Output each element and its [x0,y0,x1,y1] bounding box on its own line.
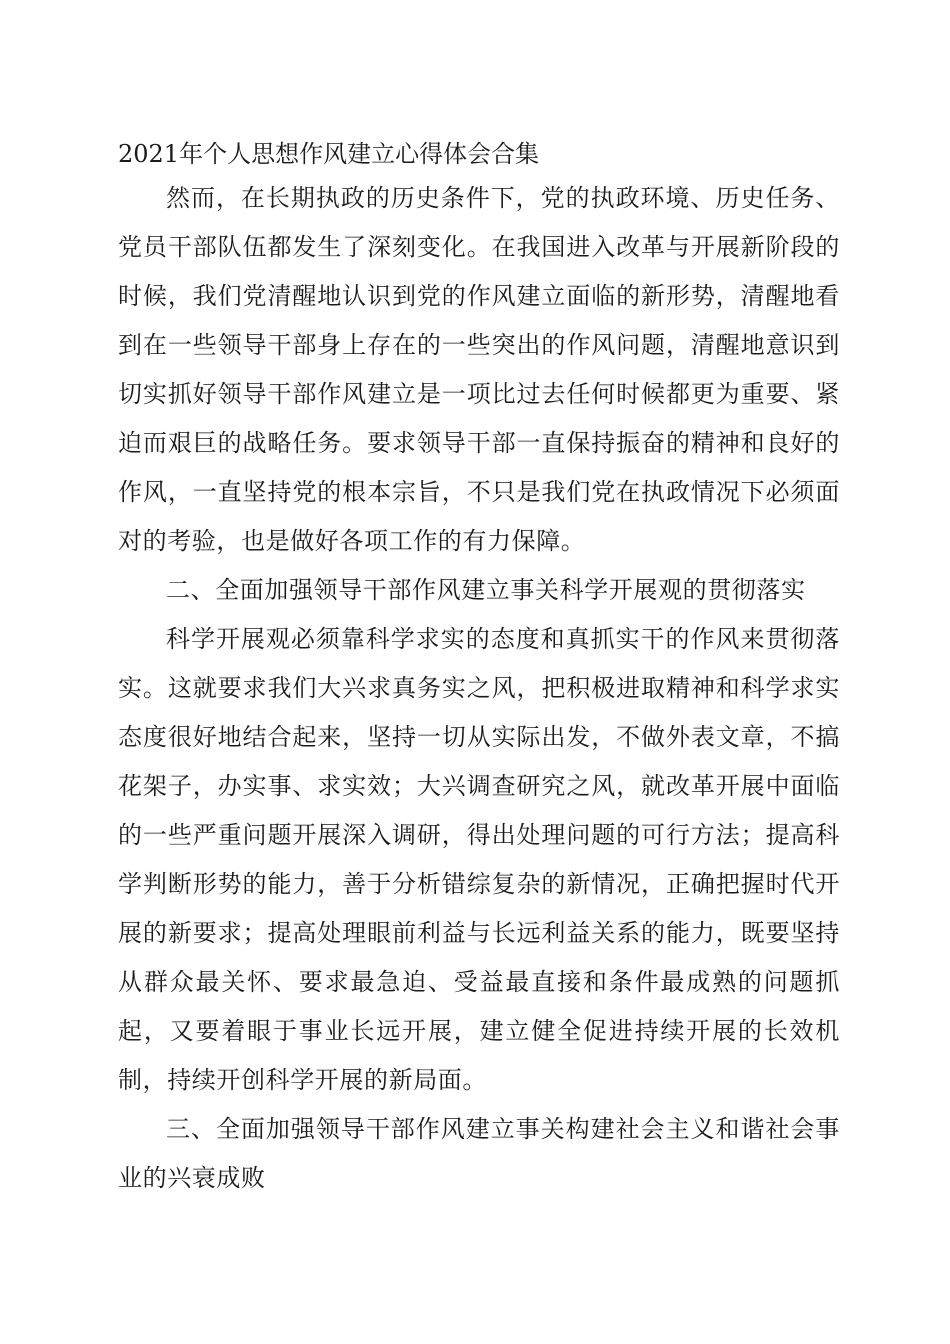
section-heading-2: 二、全面加强领导干部作风建立事关科学开展观的贯彻落实 [166,576,806,604]
paragraph-section-2: 科学开展观必须靠科学求实的态度和真抓实干的作风来贯彻落实。这就要求我们大兴求真务实之风，把积极进取精神和科学求实态度很好地结合起来，坚持一切从实际出发，不做外表文章，不搞花架子，办实事、求实效；大兴调查研究之风，就改革开展中面临的一些严重问题开展深入调研，得出处理问题的可行方法；提高科学判断形势的能力，善于分析错综复杂的新情况，正确把握时代开展的新要求；提高处理眼前利益与长远利益关系的能力，既要坚持从群众最关怀、要求最急迫、受益最直接和条件最成熟的问题抓起，又要着眼于事业长远开展，建立健全促进持续开展的长效机制，持续开创科学开展的新局面。 [118,625,840,1094]
section-heading-3: 三、全面加强领导干部作风建立事关构建社会主义和谐社会事业的兴衰成败 [118,1115,840,1192]
paragraph-intro: 然而，在长期执政的历史条件下，党的执政环境、历史任务、党员干部队伍都发生了深刻变化。在我国进入改革与开展新阶段的时候，我们党清醒地认识到党的作风建立面临的新形势，清醒地看到在一些领导干部身上存在的一些突出的作风问题，清醒地意识到切实抓好领导干部作风建立是一项比过去任何时候都更为重要、紧迫而艰巨的战略任务。要求领导干部一直保持振奋的精神和良好的作风，一直坚持党的根本宗旨，不只是我们党在执政情况下必须面对的考验，也是做好各项工作的有力保障。 [118,184,840,555]
document-title: 2021年个人思想作风建立心得体会合集 [118,140,540,168]
